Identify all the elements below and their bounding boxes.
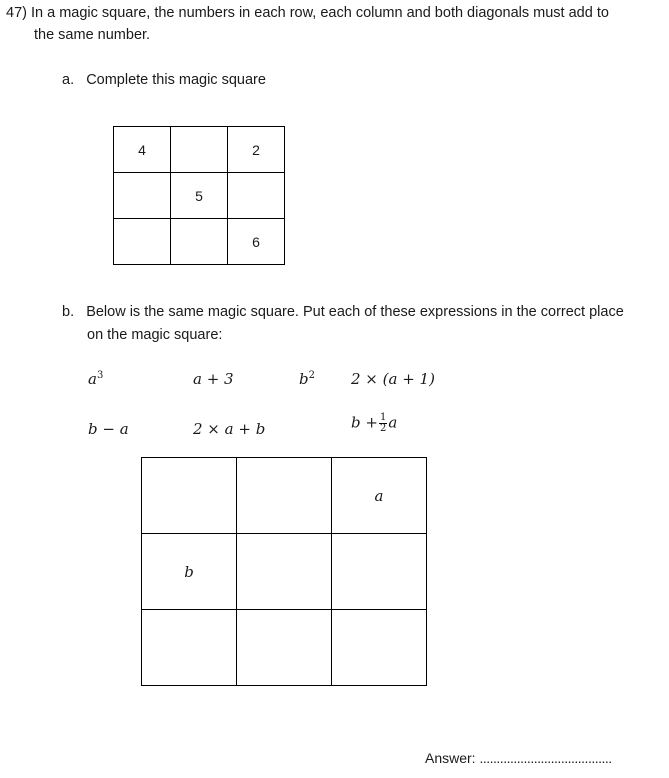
part-b-instruction-line-2: on the magic square: <box>87 327 223 343</box>
part-a-label: a. <box>62 72 75 88</box>
answer-line[interactable] <box>425 750 612 766</box>
square-a-cell[interactable] <box>114 173 171 219</box>
magic-square-a <box>113 126 285 265</box>
square-a-cell[interactable] <box>171 219 228 265</box>
expression-b-plus-half-a-left: b + <box>351 413 378 432</box>
expression-b-plus-half-a-right: a <box>388 413 398 432</box>
square-b-cell[interactable] <box>142 458 237 534</box>
part-a-text: Complete this magic square <box>86 72 266 88</box>
square-b-cell[interactable]: a <box>332 458 427 534</box>
square-a-cell[interactable]: 5 <box>171 173 228 219</box>
square-a-cell[interactable]: 6 <box>228 219 285 265</box>
square-a-cell[interactable]: 2 <box>228 127 285 173</box>
square-a-cell[interactable] <box>114 219 171 265</box>
part-a-instruction <box>62 71 266 89</box>
square-b-cell[interactable] <box>332 534 427 610</box>
question-text-line-1 <box>6 4 609 22</box>
question-text-line-2: the same number. <box>34 27 151 43</box>
expression-b-squared-exponent: 2 <box>308 370 315 381</box>
square-b-row <box>142 458 427 534</box>
square-b-cell[interactable] <box>142 610 237 686</box>
square-b-row <box>142 534 427 610</box>
fraction-numerator: 1 <box>379 412 387 423</box>
expression-a-plus-3: a + 3 <box>193 370 234 388</box>
square-a-row <box>114 219 285 265</box>
expression-a-cubed-base: a <box>88 370 97 388</box>
square-b-cell[interactable] <box>237 458 332 534</box>
square-b-row <box>142 610 427 686</box>
square-b-cell[interactable] <box>237 534 332 610</box>
fraction-one-half <box>379 413 387 434</box>
expression-a-cubed <box>88 370 103 388</box>
expression-b-minus-a: b − a <box>88 420 129 438</box>
expression-b-squared <box>299 370 315 388</box>
question-number: 47) <box>6 5 27 21</box>
square-a-cell[interactable]: 4 <box>114 127 171 173</box>
square-a-row <box>114 127 285 173</box>
expression-2-times-a-plus-b: 2 × a + b <box>193 420 266 438</box>
part-b-label: b. <box>62 304 75 320</box>
part-b-text: Below is the same magic square. Put each of these expressions in the correct place <box>86 304 624 320</box>
square-a-cell[interactable] <box>171 127 228 173</box>
expression-b-squared-base: b <box>299 370 309 388</box>
fraction-denominator: 2 <box>379 423 387 434</box>
magic-square-b <box>141 457 427 686</box>
expression-2-times-a-plus-1: 2 × (a + 1) <box>351 370 435 388</box>
square-b-cell[interactable]: b <box>142 534 237 610</box>
square-a-row <box>114 173 285 219</box>
answer-dots: ....................................... <box>479 750 612 766</box>
square-b-cell[interactable] <box>237 610 332 686</box>
question-text: In a magic square, the numbers in each row, each column and both diagonals must add to <box>31 5 609 21</box>
expression-b-plus-half-a <box>351 413 397 434</box>
square-b-cell[interactable] <box>332 610 427 686</box>
expression-a-cubed-exponent: 3 <box>96 370 104 381</box>
part-b-instruction-line-1 <box>62 303 624 321</box>
answer-label: Answer: <box>425 750 476 766</box>
square-a-cell[interactable] <box>228 173 285 219</box>
